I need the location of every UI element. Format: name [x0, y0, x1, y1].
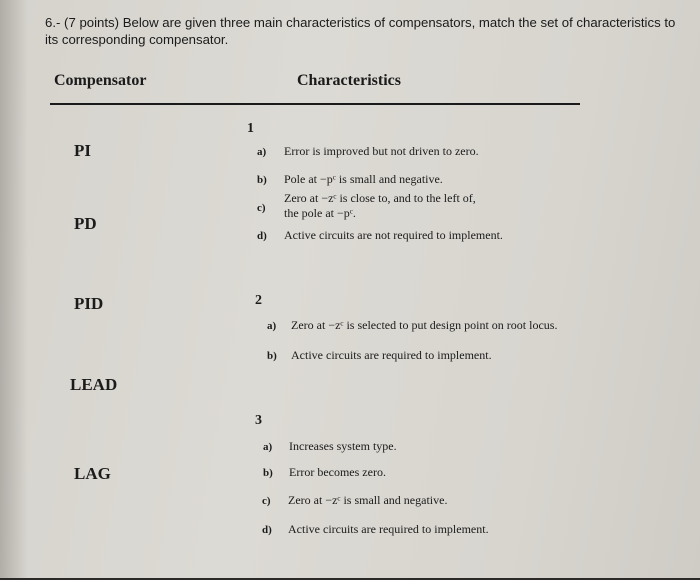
header-divider — [50, 103, 580, 105]
set-3-item-c-text: Zero at −zᶜ is small and negative. — [288, 493, 448, 507]
set-1-item-c-text-line2: the pole at −pᶜ. — [284, 206, 356, 220]
set-1-item-d-letter: d) — [257, 230, 267, 242]
set-3-number: 3 — [255, 413, 262, 428]
compensator-pid: PID — [74, 294, 104, 313]
compensator-pi: PI — [74, 141, 91, 160]
set-1-item-c-letter: c) — [257, 202, 266, 214]
set-1-item-c-text-line1: Zero at −zᶜ is close to, and to the left of, — [284, 191, 476, 205]
compensator-lead: LEAD — [70, 375, 118, 394]
set-3-item-a-letter: a) — [263, 441, 273, 453]
set-1-item-d-text: Active circuits are not required to implement. — [284, 228, 503, 242]
set-1-item-a-letter: a) — [257, 146, 267, 158]
set-3-item-d-text: Active circuits are required to implement. — [288, 522, 489, 536]
set-2-item-b-letter: b) — [267, 350, 277, 362]
set-3-item-b-text: Error becomes zero. — [289, 465, 386, 479]
set-2-number: 2 — [255, 293, 262, 308]
set-3-item-d-letter: d) — [262, 524, 272, 536]
set-1-item-b-text: Pole at −pᶜ is small and negative. — [284, 172, 443, 186]
characteristics-column-header: Characteristics — [297, 72, 401, 89]
page-shadow — [0, 0, 28, 578]
set-3-item-b-letter: b) — [263, 467, 273, 479]
set-3-item-c-letter: c) — [262, 495, 271, 507]
question-text: 6.- (7 points) Below are given three main characteristics of compensators, match the set of characteristics to its corresponding compensator. — [45, 15, 676, 47]
set-2-item-b-text: Active circuits are required to implement. — [291, 348, 492, 362]
compensator-column-header: Compensator — [54, 72, 147, 89]
set-2-item-a-text: Zero at −zᶜ is selected to put design point on root locus. — [291, 318, 558, 332]
set-1-item-a-text: Error is improved but not driven to zero. — [284, 144, 479, 158]
set-1-item-b-letter: b) — [257, 174, 267, 186]
set-2-item-a-letter: a) — [267, 320, 277, 332]
set-3-item-a-text: Increases system type. — [289, 439, 397, 453]
compensator-pd: PD — [74, 214, 97, 233]
compensator-lag: LAG — [74, 464, 111, 483]
set-1-number: 1 — [247, 121, 254, 136]
